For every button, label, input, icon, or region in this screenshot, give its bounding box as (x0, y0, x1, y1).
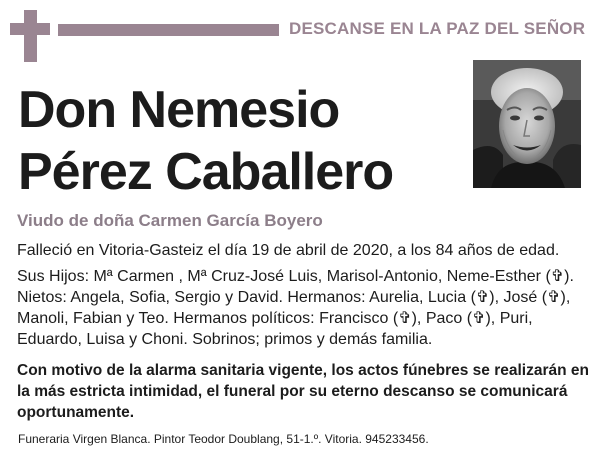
header-title: DESCANSE EN LA PAZ DEL SEÑOR (289, 19, 586, 38)
sanitary-notice-text: Con motivo de la alarma sanitaria vigente, los actos fúnebres se realizarán en la más estricta intimidad, el funeral por su eterno descanso se comunicará oportunamente. (17, 362, 589, 421)
widower-subtitle: Viudo de doña Carmen García Boyero (17, 211, 323, 230)
deceased-photo (473, 60, 581, 188)
deceased-name-line2: Pérez Caballero (18, 143, 394, 201)
header-divider-bar (58, 24, 279, 36)
death-notice-text: Falleció en Vitoria-Gasteiz el día 19 de abril de 2020, a los 84 años de edad. (17, 242, 560, 259)
cross-vertical-bar (24, 10, 37, 62)
family-list-text: Sus Hijos: Mª Carmen , Mª Cruz-José Luis, Marisol-Antonio, Neme-Esther (✞). Nietos: Angela, Sofia, Sergio y David. Hermanos: Aurelia, Lucia (✞), José (✞), Manoli, Fabian y Teo. Hermanos políticos: Francisco (✞), Paco (✞), Puri, Eduardo, Luisa y Choni. Sobrinos; primos y demás familia. (17, 268, 574, 348)
portrait-photo-image (473, 60, 581, 188)
deceased-name-line1: Don Nemesio (18, 81, 340, 139)
cross-horizontal-bar (10, 23, 50, 35)
funeral-home-footer: Funeraria Virgen Blanca. Pintor Teodor Doublang, 51-1.º. Vitoria. 945233456. (18, 432, 429, 446)
